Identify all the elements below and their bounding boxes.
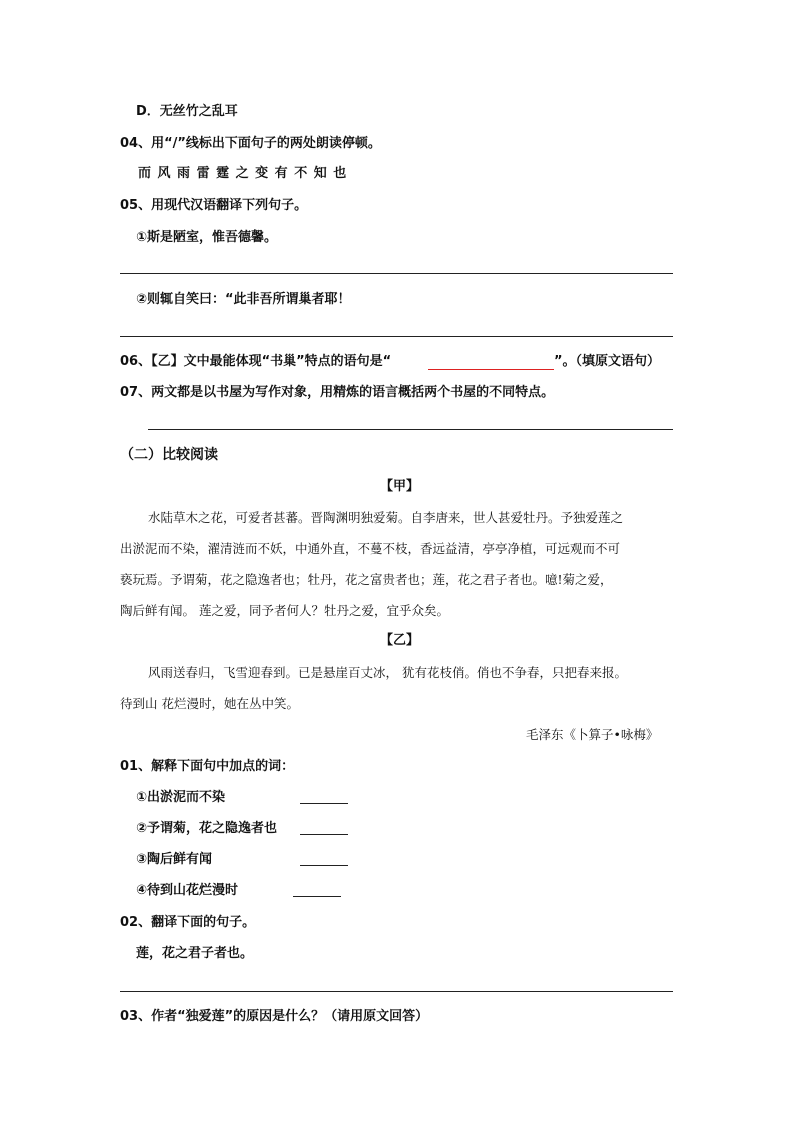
question-06-suffix: ”。（填原文语句） (554, 354, 661, 369)
yi-heading: 【乙】 (380, 633, 420, 648)
answer-blank-s2-01-1[interactable] (300, 803, 348, 804)
answer-line-05-1[interactable] (120, 273, 673, 274)
question-07-label: 07、两文都是以书屋为写作对象，用精炼的语言概括两个书屋的不同特点。 (120, 385, 555, 400)
s2-question-02-sentence: 莲，花之君子者也。 (136, 946, 254, 961)
s2-question-02-label: 02、翻译下面的句子。 (120, 915, 256, 930)
yi-line-2: 待到山 花烂漫时，她在丛中笑。 (120, 696, 299, 711)
yi-line-1: 风雨送春归，飞雪迎春到。已是悬崖百丈冰， 犹有花枝俏。俏也不争春，只把春来报。 (148, 665, 627, 680)
answer-line-07[interactable] (148, 429, 673, 430)
s2-question-01-item-3: ③陶后鲜有闻 (136, 852, 213, 867)
jia-line-1: 水陆草木之花，可爱者甚蕃。晋陶渊明独爱菊。自李唐来，世人甚爱牡丹。予独爱莲之 (148, 510, 624, 525)
answer-blank-s2-01-2[interactable] (300, 834, 348, 835)
question-05-item-1: ①斯是陋室，惟吾德馨。 (136, 230, 278, 245)
question-05-label: 05、用现代汉语翻译下列句子。 (120, 198, 308, 213)
section-2-title: （二）比较阅读 (120, 447, 218, 463)
question-04-sentence: 而 风 雨 雷 霆 之 变 有 不 知 也 (138, 166, 348, 181)
yi-author: 毛泽东《卜算子•咏梅》 (526, 727, 659, 742)
question-06-prefix: 06、【乙】文中最能体现“书巢”特点的语句是“ (120, 354, 392, 369)
jia-heading: 【甲】 (380, 479, 420, 494)
jia-line-2: 出淤泥而不染，濯清涟而不妖，中通外直，不蔓不枝，香远益清，亭亭净植，可远观而不可 (120, 541, 621, 556)
question-05-item-2: ②则辄自笑曰：“此非吾所谓巢者耶！ (136, 292, 351, 307)
s2-question-01-label: 01、解释下面句中加点的词： (120, 759, 295, 774)
answer-blank-s2-01-3[interactable] (300, 865, 348, 866)
answer-blank-06[interactable] (428, 369, 554, 370)
s2-question-01-item-4: ④待到山花烂漫时 (136, 883, 239, 898)
s2-question-01-item-1: ①出淤泥而不染 (136, 790, 226, 805)
answer-blank-s2-01-4[interactable] (293, 896, 341, 897)
s2-question-01-item-2: ②予谓菊，花之隐逸者也 (136, 821, 278, 836)
jia-line-4: 陶后鲜有闻。 莲之爱，同予者何人？牡丹之爱，宜乎众矣。 (120, 603, 449, 618)
answer-line-05-2[interactable] (120, 336, 673, 337)
option-d: D．无丝竹之乱耳 (136, 104, 238, 119)
answer-line-s2-02[interactable] (120, 991, 673, 992)
question-04-label: 04、用“/”线标出下面句子的两处朗读停顿。 (120, 136, 381, 151)
s2-question-03-label: 03、作者“独爱莲”的原因是什么？（请用原文回答） (120, 1009, 429, 1024)
jia-line-3: 亵玩焉。予谓菊，花之隐逸者也；牡丹，花之富贵者也；莲，花之君子者也。噫!菊之爱， (120, 572, 613, 587)
